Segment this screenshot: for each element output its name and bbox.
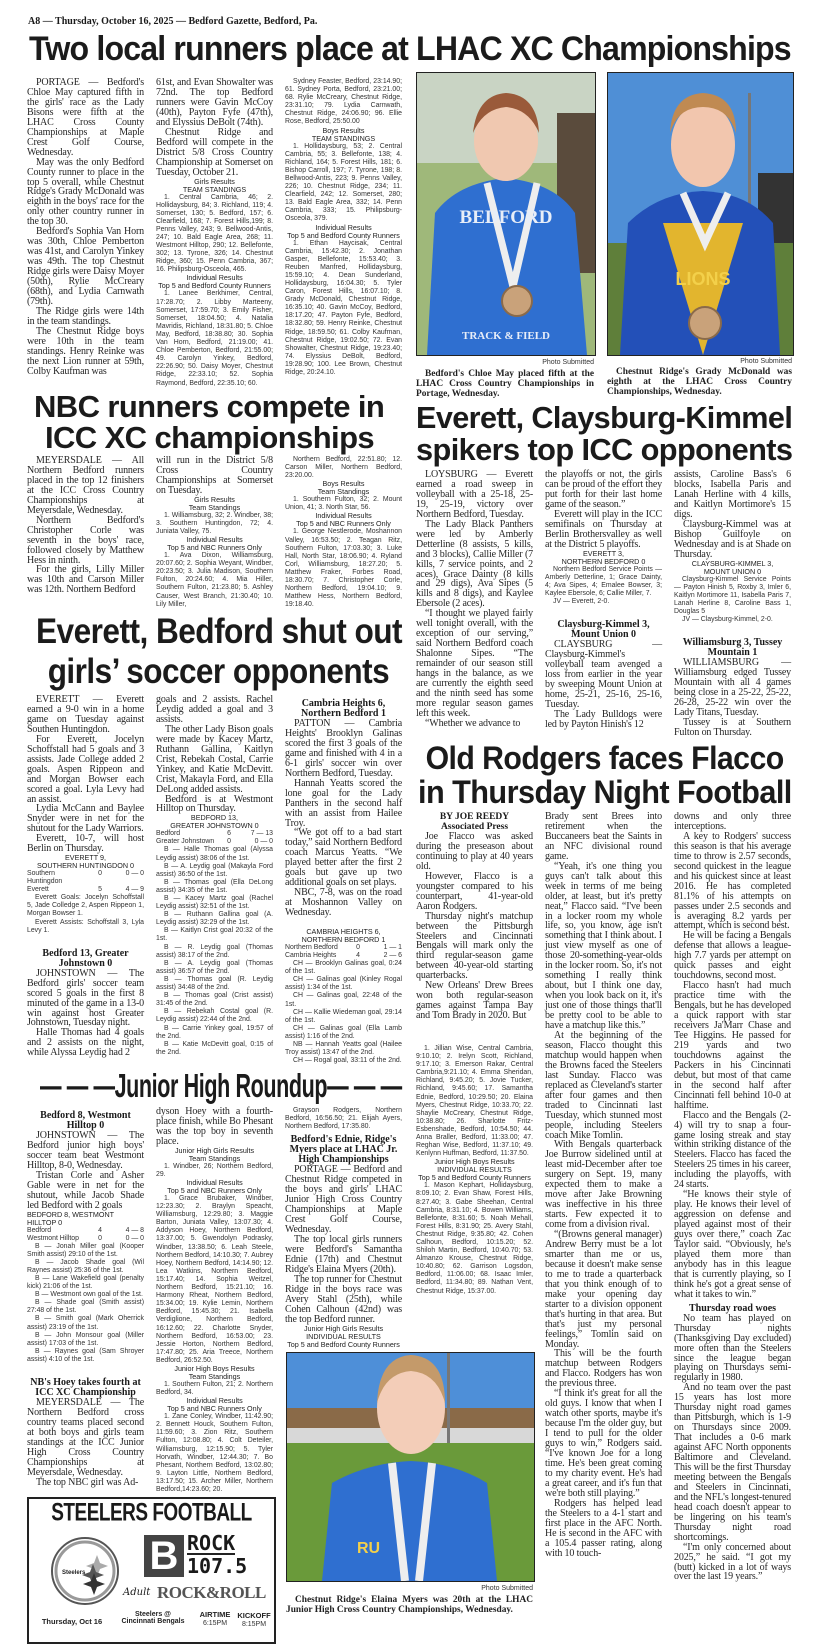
headline-line: ICC XC championships bbox=[45, 420, 375, 455]
results-heading: Individual Results bbox=[315, 511, 372, 521]
paragraph: And no team over the past 15 years has lost more Thursday night road games than Pittsburgh, which is 1-9 on Thursdays since 2009. That includes a 0-6 mark against AFC North opponents Baltimore and Cleveland. This will be the first Thursday meeting between the Bengals and Steelers in Cincinnati, and the NFL's longest-tenured head coach doesn't appear to be lingering on his team's Thursday night road shortcomings. bbox=[674, 1382, 791, 1543]
paragraph: 61st, and Evan Showalter was 72nd. The top Bedford runners were Gavin McCoy (40th), Payton Fyfe (47th), and Elyssius DeBolt (74th). bbox=[156, 77, 273, 128]
score-cell: 0 bbox=[356, 944, 360, 952]
score-row bbox=[285, 952, 402, 960]
headline-text: — — —Junior High Roundup— — — bbox=[40, 1067, 402, 1104]
article-nbc-col3 bbox=[285, 456, 402, 609]
subheadline: Cambria Heights 6, Northern Bedford 1 bbox=[301, 698, 386, 719]
ad-title: STEELERS FOOTBALL bbox=[51, 1499, 252, 1527]
photo-caption: Chestnut Ridge's Grady McDonald was eighth at the LHAC Cross Country Championships, Wednesday. bbox=[607, 367, 792, 397]
ad-matchup-line: Cincinnati Bengals bbox=[121, 1618, 185, 1625]
paragraph: “We got off to a bad start today,” said Northern Bedford coach Marcus Yeatts. “We played better after the first 2 goals but gave up two additional goals on set plays. bbox=[285, 827, 402, 889]
paragraph: JOHNSTOWN — The Bedford girls' soccer team scored 5 goals in the first 8 minuted of the game in a 13-0 win against host Greater Johnstown, Tuesday night. bbox=[27, 967, 144, 1029]
headline-lhac bbox=[29, 30, 791, 69]
results-text: B — Raynes goal (Sam Shroyer assist) 4:10 of the 1st. bbox=[27, 1347, 144, 1363]
results-text: B — Carrie Yinkey goal, 19:57 of the 2nd. bbox=[156, 1024, 273, 1040]
shirt-text: BEDFORD bbox=[459, 207, 553, 228]
logo-text: Steelers bbox=[62, 1570, 86, 1576]
paragraph: Claysburg-Kimmel was at Bishop Guilfoyle on Wednesday and is at Shade on Thursday. bbox=[674, 518, 791, 560]
score-cell: Southern Huntingdon bbox=[27, 870, 63, 886]
results-heading: Team Standings bbox=[188, 502, 241, 512]
ad-tagline: ROCK&ROLL bbox=[157, 1583, 266, 1602]
results-text: B — R. Leydig goal (Thomas assist) 38:17 of the 2nd. bbox=[156, 943, 273, 959]
article-lhac-col2 bbox=[156, 78, 273, 388]
ad-kickoff-label: KICKOFF bbox=[237, 1611, 271, 1620]
spacer bbox=[27, 935, 144, 945]
station-name: ROCK bbox=[187, 1531, 236, 1555]
results-text: Everett Assists: Schoffstall 3, Lyla Levy 1. bbox=[27, 918, 144, 934]
paragraph: “He knows their style of play. He knows their level of aggression on defense and played against most of their guys over there,” coach Zac Taylor said. “Obviously, he's played them more than anybody has in this league that is currently playing, so I think he's got a great sense of what it takes to win.” bbox=[674, 1189, 791, 1300]
score-cell: 0 — 0 bbox=[125, 1234, 144, 1242]
paragraph: assists, Caroline Bass's 6 blocks, Isabella Paris and Lanah Herline with 4 kills, and Kaitlyn Mortimore's 15 digs. bbox=[674, 469, 791, 520]
shirt-text: TRACK & FIELD bbox=[461, 330, 551, 342]
score-cell: Bedford bbox=[27, 1226, 52, 1234]
paragraph: However, Flacco is a youngster compared to his counterpart, 41-year-old Aaron Rodgers. bbox=[416, 870, 533, 912]
score-cell: 0 bbox=[98, 870, 102, 878]
results-text: 1. Lanee Berkhimer, Central, 17:28.70; 2. Libby Marteeny, Somerset, 17:59.70; 3. Emily Fisher, Somerset, 18:04.50; 4. Natalia Mavridis, Richland, 18:31.80; 5. Chloe May, Bedford, 18:38.80; 30. Sophia Van Horn, Bedford, 21:19.00; 41. Chloe Pemberton, Bedford, 21:55.00; 49. Carolyn Yinkey, Bedford, 22:26.90; 50. Daisy Moyer, Chestnut Ridge, 22:33.10; 52. Sophia Raymond, Bedford, 22:35.10; 60. bbox=[156, 290, 273, 387]
paragraph: “I thought we played fairly well tonight overall, with the exception of our serving,” said Northern Bedford coach Shalonne Sipes. “The remainder of our season still hangs in the balance, as we are currently the eighth seed and the ninth seed has some more regular season games left this week. bbox=[416, 608, 533, 719]
paragraph: Everett, 10-7, will host Berlin on Thursday. bbox=[27, 833, 144, 855]
photo-credit: Photo Submitted bbox=[542, 359, 594, 366]
score-cell: 4 bbox=[98, 1226, 102, 1234]
paragraph: Brady sent Brees into retirement when the Buccaneers beat the Saints in an NFC divisional round game. bbox=[545, 811, 662, 862]
results-text: JV — Everett, 2-0. bbox=[553, 598, 610, 605]
paragraph: Lydia McCann and Baylee Snyder were in net for the shutout for the Lady Warriors. bbox=[27, 803, 144, 835]
results-heading: Top 5 and NBC Runners Only bbox=[167, 1186, 262, 1195]
results-text: B — Kaitlyn Crist goal 20:32 of the 1st. bbox=[156, 927, 273, 943]
score-cell: Cambria Heights bbox=[285, 952, 337, 960]
headline-junior-high bbox=[40, 1068, 402, 1104]
headline-nbc bbox=[34, 391, 402, 453]
ad-tagline-script: Adult bbox=[123, 1587, 151, 1598]
headline-line: NBC runners compete in bbox=[34, 389, 385, 424]
results-text: 1. Ethan Haycisak, Central Cambria, 15:42.30; 2. Jonathan Gasper, Bellefonte, 15:53.40; 3. Reuben Manfred, Hollidaysburg, 15:59.10; 4. Dean Sunderland, Hollidaysburg, 16:04.30; 5. Tyler Caron, Forest Hills, 16:07.10; 8. Grady McDonald, Chestnut Ridge, 16:35.10; 40. Gavin McCoy, Bedford, 18:17.20; 47. Payton Fyfe, Bedford, 18:32.80; 59. Henry Reinke, Chestnut Ridge, 18:59.50; 61. Colby Kaufman, Chestnut Ridge, 19:02.50; 72. Evan Showalter, Chestnut Ridge, 19:23.40; 74. Elyssius DeBolt, Bedford, 19:28.90; 100. Lee Brown, Chestnut Ridge, 20:24.10. bbox=[285, 239, 402, 376]
score-cell: 6 bbox=[227, 830, 231, 838]
results-heading: SOUTHERN HUNTINGDON 0 bbox=[36, 861, 135, 871]
steelers-logo bbox=[51, 1537, 119, 1605]
score-cell: 0 — 0 bbox=[254, 838, 273, 846]
score-cell: 0 bbox=[98, 1234, 102, 1242]
paragraph: goals and 2 assists. Rachel Leydig added a goal and 3 assists. bbox=[156, 694, 273, 725]
paragraph: Chestnut Ridge and Bedford will compete in the District 5/8 Cross Country Championship at Somerset on Tuesday, October 21. bbox=[156, 126, 273, 178]
results-heading: Top 5 and Bedford County Runners bbox=[418, 1173, 531, 1183]
results-text: 1. Mason Kephart, Hollidaysburg, 8:09.10; 2. Evan Shaw, Forest Hills, 8:27.40; 3. Gabe Sheehan, Central Cambria, 8:31.10; 4. Bowen Williams, Bellefonte, 8:31.60; 5. Noah Mehall, Forest Hills, 8:31.90; 25. Avery Stahl, Chestnut Ridge, 9:35.80; 42. Cohen Calhoun, Bedford, 10:15.20; 52. Shiloh Martin, Bedford, 10:40.70; 53. Almanzo Krouse, Chestnut Ridge, 10:40.80; 62. Garrison Logsdon, Bedford, 11:06.00; 68. Isaac Imler, Bedford, 11:34.80; 89. Nathan Vent, Chestnut Ridge, 15:37.00. bbox=[416, 1182, 533, 1295]
paragraph: He will be facing a Bengals defense that allows a league-high 7.7 yards per attempt on quick passes and eight touchdowns, second most. bbox=[674, 930, 791, 982]
article-volleyball-col1 bbox=[416, 470, 533, 729]
results-heading: Girls Results bbox=[194, 494, 235, 504]
paragraph: the playoffs or not, the girls can be proud of the effort they put forth for their last home game of the season.” bbox=[545, 469, 662, 510]
results-heading: TEAM STANDINGS bbox=[311, 133, 376, 143]
paragraph: Tristan Corle and Asher Gable were in net for the shutout, while Jacob Shade led Bedford with 2 goals bbox=[27, 1169, 144, 1211]
results-heading: Top 5 and Bedford County Runners bbox=[158, 281, 271, 291]
results-heading: NORTHERN BEDFORD 1 bbox=[301, 935, 386, 945]
paragraph: With Bengals quarterback Joe Burrow sidelined until at least mid-December after toe surgery on Sept. 19, many expected them to make a move after Jake Browning was ineffective in his three starts. Few expected it to come from a division rival. bbox=[545, 1139, 662, 1231]
results-text: Sydney Feaster, Bedford, 23:14.90; 61. Sydney Porta, Bedford, 23:21.00; 68. Rylie McCreary, Chestnut Ridge, 23:31.10; 79. Lydia Carnwath, Chestnut Ridge, 24:06.90; 96. Ellie Rose, Bedford, 25:50.00 bbox=[285, 78, 402, 126]
results-text: B — Katie McDevitt goal, 0:15 of the 2nd. bbox=[156, 1040, 273, 1056]
paragraph: For Everett, Jocelyn Schoffstall had 5 goals and 3 assists. Jade College added 2 goals. Aspen Rippeon and and Morgan Bowser each scored a goal. Lyla Levy had an assist. bbox=[27, 733, 144, 805]
headline-text: Two local runners place at LHAC XC Championships bbox=[29, 30, 791, 68]
paragraph: Tussey is at Southern Fulton on Thursday. bbox=[674, 716, 791, 738]
paragraph: “Whether we advance to bbox=[425, 717, 521, 729]
article-volleyball-col2 bbox=[545, 470, 662, 730]
spacer bbox=[545, 606, 662, 616]
paragraph: Bedford's Sophia Van Horn was 30th, Chloe Pemberton was 41st, and Carolyn Yinkey was 49th. The top Chestnut Ridge girls were Daisy Moyer (50th), Rylie McCreary (68th), and Lydia Carnwath (79th). bbox=[27, 226, 144, 307]
results-text: 1. Ava Dixon, Williamsburg, 20:07.60; 2. Sophia Weyant, Windber, 20:23.50; 3. Julia Madison, Southern Fulton, 20:24.60; 4. Mia Hiller, Southern Fulton, 21:23.80; 5. Ashley Causer, West Branch, 21:30.40; 10. Lily Miller, bbox=[156, 552, 273, 608]
results-text: 1. Williamsburg, 32; 2. Windber, 38; 3. Southern Huntingdon, 72; 4. Juniata Valley, 75. bbox=[156, 511, 273, 535]
score-cell: 7 — 13 bbox=[250, 830, 273, 838]
results-text: NB — Hannah Yeatts goal (Hailee Troy assist) 13:47 of the 2nd. bbox=[285, 1041, 402, 1057]
paragraph: The top runner for Chestnut Ridge in the boys race was Avery Stahl (25th), while Cohen Calhoun (42nd) was the top Bedford runner. bbox=[285, 1273, 402, 1325]
score-row bbox=[27, 1227, 144, 1235]
paragraph: CLAYSBURG — Claysburg-Kimmel's volleyball team avenged a loss from earlier in the year by sweeping Mount Union at home, 25-21, 25-16, 25-16, Tuesday. bbox=[545, 639, 662, 710]
results-text: B — Thomas goal (Ella DeLong assist) 34:35 of the 1st. bbox=[156, 878, 273, 894]
article-jh-col3 bbox=[285, 1107, 402, 1349]
headline-football bbox=[418, 741, 792, 809]
results-text: Everett Goals: Jocelyn Schoffstall 5, Jade Colledge 2, Aspen Rippeon 1, Morgan Bowser 1. bbox=[27, 894, 144, 918]
article-football-col2 bbox=[545, 812, 662, 1558]
steelers-radio-ad bbox=[27, 1497, 276, 1644]
paragraph: No team has played on Thursday nights (Thanksgiving Day excluded) more often than the Steelers since the league began playing on Thursdays semi-regularly in 1980. bbox=[674, 1312, 791, 1384]
paragraph: Rodgers has helped lead the Steelers to a 4-1 start and first place in the AFC North. He is second in the AFC with a 105.4 passer rating, along with 10 touch- bbox=[545, 1497, 662, 1559]
subheadline: NB's Hoey takes fourth at ICC XC Championship bbox=[30, 1377, 141, 1399]
results-heading: Individual Results bbox=[186, 1396, 243, 1406]
results-heading: MOUNT UNION 0 bbox=[703, 566, 762, 576]
article-nbc-col1 bbox=[27, 456, 144, 595]
results-text: 1. Windber, 26; Northern Bedford, 29. bbox=[156, 1162, 273, 1178]
ad-kickoff: 8:15PM bbox=[241, 1621, 267, 1628]
results-heading: EVERETT 9, bbox=[64, 853, 106, 863]
results-heading: Individual Results bbox=[186, 1178, 243, 1187]
results-text: 1. Central Cambria, 46; 2. Hollidaysburg, 84; 3. Richland, 119; 4. Somerset, 130; 5. Bedford, 157; 6. Clearfield, 168; 7. Forest Hills,199; 8. Penns Valley, 243; 9. Bellwood-Antis, 247; 10. Bald Eagle Area, 268; 11. Westmont Hilltop, 290; 12. Bellefonte, 302; 13. Tyrone, 326; 14. Chestnut Ridge, 360; 15. Penn Cambria, 367; 16. Philipsburg-Osceola, 465. bbox=[156, 193, 273, 274]
byline: Associated Press bbox=[440, 822, 509, 832]
ad-airtime-label: AIRTIME bbox=[199, 1610, 231, 1619]
subheadline: Bedford 8, Westmont Hilltop 0 bbox=[40, 1110, 131, 1131]
paragraph: NBC, 7-8, was on the road at Moshannon Valley on Wednesday. bbox=[285, 887, 402, 919]
results-text: Grayson Rodgers, Northern Bedford, 16:56.50; 21. Elijah Ayers, Northern Bedford, 17:35.80. bbox=[285, 1107, 402, 1131]
score-row bbox=[156, 838, 273, 846]
ad-airtime: 6:15PM bbox=[202, 1620, 228, 1627]
results-text: JV — Claysburg-Kimmel, 2-0. bbox=[682, 616, 773, 624]
paragraph: PORTAGE — Bedford's Chloe May captured fifth in the girls' race as the Lady Bisons were fifth at the LHAC Cross County Championships at Maple Crest Golf Course, Wednesday. bbox=[27, 77, 144, 158]
results-heading: Top 5 and NBC Runners Only bbox=[167, 543, 262, 553]
results-text: B — Westmont own goal of the 1st. bbox=[35, 1291, 143, 1299]
score-row bbox=[27, 870, 144, 886]
paragraph: A key to Rodgers' success this season is that his average time to throw is 2.57 seconds, second quickest in the league and his quickest since at least 2016. He has completed 81.1% of his attempts on passes under 2.5 seconds and is averaging 8.2 yards per attempt, which is second best. bbox=[674, 830, 791, 932]
paragraph: Everett will play in the ICC semifinals on Thursday at Berlin Brothersvalley as well at the District 5 playoffs. bbox=[545, 508, 662, 550]
results-text: Northern Bedford Service Points — Amberly Detterline, 1; Grace Dainty, 4; Ava Sipes, 4; Emalee Bowser, 3; Kaylee Ebersole, 6; Callie Miller, 7. bbox=[545, 565, 662, 597]
score-cell: Westmont Hilltop bbox=[27, 1234, 79, 1242]
results-heading: Team Standings bbox=[188, 1153, 241, 1163]
results-text: Northern Bedford, 22:51.80; 12. Carson Miller, Northern Bedford, 23:20.00. bbox=[285, 456, 402, 480]
headline-soccer bbox=[36, 612, 402, 692]
results-text: 1. Jillian Wise, Central Cambria, 9:10.10; 2. Irelyn Scott, Richland, 9:17.10; 3. Emerson Rakar, Central Cambria,9:21.10; 4. Emma Sheridan, Richland, 9:45.20; 5. Jovie Tucker, Richland, 9:45.60; 17. Samantha Ednie, Bedford, 10:29.50; 20. Elaina Myers, Chestnut Ridge, 10:33.70; 22. Shaylie McCreary, Chestnut Ridge, 10:38.80; 26. Sharlotte Fritz-Esbenshade, Bedford, 10:54.50; 44. Anna Braller, Bedford, 11:33.00; 47. Reghan Wise, Bedford, 11:37.10; 49. Kenlynn Huffman, Bedford, 11:37.50. bbox=[416, 1045, 533, 1158]
headline-line: Everett, Claysburg-Kimmel bbox=[416, 400, 793, 435]
paragraph: At the beginning of the season, Flacco thought this matchup would happen when the Browns faced the Steelers last Sunday. Flacco was replaced as Cleveland's starter after four games and then traded to Cincinnati last Tuesday, which stunned most people, including Steelers coach Mike Tomlin. bbox=[545, 1029, 662, 1141]
score-cell: 0 bbox=[227, 838, 231, 846]
paragraph: Joe Flacco was asked during the preseason about continuing to play at 40 years old. bbox=[416, 831, 533, 872]
article-football-col1 bbox=[416, 812, 533, 1021]
paragraph: “I think it's great for all the old guys. I know that when I watch other sports, maybe it's because I'm the older guy, but I tend to pull for the older guys to win,” Rodgers said. “I've known Joe for a long time. He's been great coming to my charity event. He's had a great career, and it's fun that we're both still playing.” bbox=[545, 1388, 662, 1499]
results-heading: Top 5 and Bedford County Runners bbox=[287, 230, 400, 240]
photo-grady-mcdonald bbox=[607, 72, 794, 356]
results-text: B — A. Leydig goal (Makayla Ford assist) 36:50 of the 1st. bbox=[156, 862, 273, 878]
paragraph: Northern Bedford's Christopher Corle was seventh in the boys' race, followed closely by Matthew Hess in ninth. bbox=[27, 514, 144, 566]
score-cell: Greater Johnstown bbox=[156, 838, 215, 846]
results-heading: GREATER JOHNSTOWN 0 bbox=[170, 821, 259, 831]
results-heading: TEAM STANDINGS bbox=[182, 184, 247, 194]
ad-matchup-line: Steelers @ bbox=[134, 1611, 171, 1618]
paragraph: will run in the District 5/8 Cross Country Championships at Somerset on Tuesday. bbox=[156, 455, 273, 496]
article-volleyball-col3 bbox=[674, 470, 791, 738]
results-heading: INDIVIDUAL RESULTS bbox=[306, 1331, 381, 1341]
paragraph: MEYERSDALE — The Northern Bedford cross country teams placed second at both boys and girls team standings at the ICC Junior High Cross Country Championships at Meyersdale, Wednesday. bbox=[27, 1397, 144, 1478]
byline: BY JOE REEDY bbox=[439, 812, 510, 822]
results-heading: Girls Results bbox=[194, 176, 235, 186]
results-heading: Junior High Boys Results bbox=[434, 1157, 515, 1167]
headline-volleyball bbox=[416, 402, 792, 466]
paragraph: PATTON — Cambria Heights' Brooklyn Galinas scored the first 3 goals of the game and finished with 4 in a 6-1 girls' soccer win over Northern Bedford, Tuesday. bbox=[285, 718, 402, 779]
paragraph: The Ridge girls were 14th in the team standings. bbox=[27, 305, 144, 327]
svg-text:RU: RU bbox=[357, 1540, 381, 1557]
score-row bbox=[285, 944, 402, 952]
results-text: 1. Hollidaysburg, 53; 2. Central Cambria, 55; 3. Bellefonte, 138; 4. Richland, 164; 5. Forest Hills, 181; 6. Bishop Carroll, 197; 7. Tyrone, 198; 8. Bellwood-Antis, 223; 9. Penns Valley, 226; 10. Chestnut Ridge, 234; 11. Clearfield, 242; 12. Somerset, 280; 13. Bald Eagle Area, 332; 14. Penn Cambria, 333; 15. Philipsburg-Osceola, 379. bbox=[285, 142, 402, 223]
results-text: CH — Galinas goal (Ella Lamb assist) 1:16 of the 2nd. bbox=[285, 1024, 402, 1040]
results-text: B — Jonah Miller goal (Kooper Smith assist) 29:10 of the 1st. bbox=[27, 1242, 144, 1258]
spacer bbox=[674, 624, 791, 634]
ad-date: Thursday, Oct 16 bbox=[41, 1617, 103, 1626]
results-text: B — John Monsour goal (Miller assist) 17:03 of the 1st. bbox=[27, 1331, 144, 1347]
results-text: B — A. Leydig goal (Thomas assist) 36:57 of the 2nd. bbox=[156, 959, 273, 975]
paragraph: This will be the fourth matchup between Rodgers and Flacco. Rodgers has won the previous three. bbox=[545, 1348, 662, 1390]
paragraph: “I'm only concerned about 2025,” he said. “I got my (butt) kicked in a lot of ways over the last 19 years.” bbox=[674, 1541, 791, 1583]
results-text: CH — Galinas goal (Kinley Rogal assist) 1:34 of the 1st. bbox=[285, 976, 402, 992]
results-heading: Junior High Boys Results bbox=[174, 1363, 255, 1373]
paragraph: Bedford is at Westmont Hilltop on Thursday. bbox=[156, 793, 273, 815]
score-cell: 4 bbox=[356, 952, 360, 960]
article-jh-col1 bbox=[27, 1107, 144, 1488]
paragraph: downs and only three interceptions. bbox=[674, 811, 791, 832]
subheadline: Claysburg-Kimmel 3, Mount Union 0 bbox=[557, 619, 650, 641]
score-cell: 2 — 6 bbox=[383, 952, 402, 960]
score-cell: Everett bbox=[27, 886, 49, 894]
paragraph: “(Browns general manager) Andrew Berry must be a lot smarter than me or us, because it doesn't make sense to me to trade a quarterback that you think enough of to make your opening day starter to a division opponent that's hurting in that area. But that's just my personal feelings,” Tomlin said on Monday. bbox=[545, 1229, 662, 1350]
headline-line: Everett, Bedford shut out bbox=[36, 612, 403, 651]
results-heading: Junior High Girls Results bbox=[303, 1323, 384, 1333]
score-cell: 4 — 9 bbox=[125, 886, 144, 894]
score-cell: 1 — 1 bbox=[383, 944, 402, 952]
paragraph: Halle Thomas had 4 goals and 2 assists on the night, while Alyssa Leydig had 2 bbox=[27, 1027, 144, 1059]
subheadline: Williamsburg 3, Tussey Mountain 1 bbox=[682, 637, 783, 659]
dateline: A8 — Thursday, October 16, 2025 — Bedford Gazette, Bedford, Pa. bbox=[28, 16, 318, 27]
photo-chloe-may bbox=[416, 72, 596, 356]
results-text: 1. George Nestlerode, Moshannon Valley, 16:53.50; 2. Teagan Ritz, Southern Fulton, 17:03.30; 3. Luke Hall, North Star, 18:06.90; 4. Ryland Corl, Williamsburg, 18:27.20; 5. Matthew Fraker, Forbes Road, 18:30.70; 7. Christopher Corle, Northern Bedford, 19:04.10; 9. Matthew Hess, Northern Bedford, 19:18.40. bbox=[285, 528, 402, 609]
score-cell: Bedford bbox=[156, 830, 181, 838]
results-heading: EVERETT 3, bbox=[582, 548, 624, 558]
results-text: 1. Southern Fulton, 32; 2. Mount Union, 41; 3. North Star, 56. bbox=[285, 496, 402, 512]
results-text: CH — Kallie Wiedeman goal, 29:14 of the 1st. bbox=[285, 1008, 402, 1024]
paragraph: Hannah Yeatts scored the lone goal for the Lady Panthers in the second half with an assist from Hailee Troy. bbox=[285, 777, 402, 829]
paragraph: WILLIAMSBURG — Williamsburg edged Tussey Mountain with all 4 games being close in a 25-22, 25-22, 26-28, 25-22 win over the Lady Titans, Tuesday. bbox=[674, 657, 791, 718]
photo-elaina-myers bbox=[286, 1352, 535, 1582]
results-heading: INDIVIDUAL RESULTS bbox=[437, 1165, 512, 1175]
results-heading: CLAYSBURG-KIMMEL 3, bbox=[691, 558, 774, 568]
paragraph: PORTAGE — Bedford and Chestnut Ridge competed in the boys and girls' LHAC Junior High Cross Country Championships at Maple Crest Golf Course, Wednesday. bbox=[285, 1164, 402, 1235]
results-text: B — Halle Thomas goal (Alyssa Leydig assist) 38:06 of the 1st. bbox=[156, 846, 273, 862]
paragraph: JOHNSTOWN — The Bedford junior high boys' soccer team beat Westmont Hilltop, 8-0, Wednesday. bbox=[27, 1130, 144, 1171]
results-heading: Individual Results bbox=[186, 535, 243, 545]
results-heading: Top 5 and Bedford County Runners bbox=[287, 1339, 400, 1349]
headline-line: spikers top ICC opponents bbox=[416, 432, 793, 467]
results-text: B — Shade goal (Smith assist) 27:48 of the 1st. bbox=[27, 1299, 144, 1315]
results-text: B — Kacey Martz goal (Rachel Leydig assist) 32:51 of the 1st. bbox=[156, 895, 273, 911]
paragraph: The other Lady Bison goals were made by Kacey Martz, Ruthann Gallina, Kaitlyn Crist, Rebekah Costal, Carrie Yinkey, and Katie McDevitt. Crist, Makayla Ford, and Ella DeLong added assists. bbox=[156, 723, 273, 795]
score-cell: Northern Bedford bbox=[285, 944, 338, 952]
score-row bbox=[27, 1235, 144, 1243]
score-row bbox=[156, 830, 273, 838]
photo-credit: Photo Submitted bbox=[740, 358, 792, 365]
article-jh-col2 bbox=[156, 1107, 273, 1494]
results-text: CH — Galinas goal, 22:48 of the 1st. bbox=[285, 992, 402, 1008]
spacer bbox=[27, 1364, 144, 1374]
results-text: B — Rebekah Costal goal (R. Leydig assist) 22:44 of the 2nd. bbox=[156, 1008, 273, 1024]
article-lhac-col3 bbox=[285, 78, 402, 377]
results-heading: BEDFORD 8, WESTMONT HILLTOP 0 bbox=[27, 1209, 114, 1227]
results-text: B — Lane Wakefield goal (penalty kick) 21:06 of the 1st. bbox=[27, 1275, 144, 1291]
results-text: CH — Rogal goal, 33:11 of the 2nd. bbox=[293, 1057, 402, 1065]
results-heading: Team Standings bbox=[317, 487, 370, 497]
results-text: B — Thomas goal (R. Leydig assist) 34:48 of the 2nd. bbox=[156, 975, 273, 992]
results-heading: Boys Results bbox=[322, 479, 365, 489]
paragraph: May was the only Bedford County runner to place in the top 5 overall, while Chestnut Ridge's Grady McDonald was eighth in the boys' race for the only other country runner in the top 30. bbox=[27, 156, 144, 228]
paragraph: LOYSBURG — Everett earned a road sweep in volleyball with a 25-18, 25-19, 25-19, victory over Northern Bedford, Tuesday. bbox=[416, 469, 533, 520]
results-text: Claysburg-Kimmel Service Points — Payton Hinish 5, Roxby 3, Imler 6, Kaitlyn Mortimore 11, Isabella Paris 7, Lanah Herline 8, Caroline Bass 1, Douglas 5 bbox=[674, 575, 791, 615]
results-text: 1. Southern Fulton, 21; 2. Northern Bedford, 34. bbox=[156, 1380, 273, 1397]
results-heading: Boys Results bbox=[322, 125, 365, 135]
results-text: 1. Grace Brubaker, Windber, 12:23.30; 2. Braylyn Speacht, Williamsburg, 12:29.80; 3. Maggie Barton, Juniata Valley, 13:07.30; 4. Addyson Hoey, Northern Bedford, 13:37.00; 5. Gwendolyn Podrasky, Windber, 13:38.50; 6. Leah Steele, Northern Bedford, 14:10.30; 7. Aubrey Hoey, Northern Bedford, 14:14.90; 12. Lea Watkins, Northern Bedford, 15:17.40; 14. Sophia Weitzel, Northern Bedford, 15:21.10; 16. Harmony Rheat, Northern Bedford, 15:34.00; 19. Kylie Lemin, Northern Bedford, 15:45.30; 21. Isabella Verdiglione, Northern Bedford, 16:12.60; 22. Charlotte Snyder, Northern Bedford, 16:53.00; 23. Jessie Horton, Northern Bedford, 17:47.80; 25. Aria Treece, Northern Bedford, 26:52.50. bbox=[156, 1195, 273, 1364]
paragraph: For the girls, Lilly Miller was 10th and Carson Miller was 12th. Northern Bedford bbox=[27, 564, 144, 596]
ad-matchup bbox=[111, 1611, 195, 1625]
paragraph: The Lady Bulldogs were led by Payton Hinish's 12 bbox=[545, 708, 662, 730]
article-nbc-col2 bbox=[156, 456, 273, 609]
photo-credit: Photo Submitted bbox=[481, 1585, 533, 1592]
results-text: B — Jacob Shade goal (Wil Raynes assist) 25:36 of the 1st. bbox=[27, 1258, 144, 1274]
results-heading: BEDFORD 13, bbox=[190, 813, 239, 823]
headline-line: girls’ soccer opponents bbox=[47, 652, 390, 691]
paragraph: The top local girls runners were Bedford's Samantha Ednie (17th) and Chestnut Ridge's Elaina Myers (20th). bbox=[285, 1233, 402, 1275]
photo-caption: Bedford's Chloe May placed fifth at the LHAC Cross Country Championships in Portage, Wednesday. bbox=[416, 369, 594, 399]
paragraph: The Lady Black Panthers were led by Amberly Detterline (8 assists, 5 kills, and 3 blocks), Callie Miller (7 kills, 7 service points, and 2 aces), Grace Dainty (8 kills and 29 digs), Ava Sipes (5 kills and 8 digs), and Kaylee Ebersole (2 aces). bbox=[416, 518, 533, 610]
results-heading: Top 5 and NBC Runners Only bbox=[167, 1404, 262, 1414]
results-text: 1. Zane Conley, Windber, 11:42.90; 2. Bennett Houck, Southern Fulton, 11:59.60; 3. Zion Ritz, Southern Fulton, 12:08.80; 4. Colt Deteiler, Williamsburg, 12:15.90; 5. Tyler Horvath, Windber, 12:44.30; 7. Bo Phesant, Northern Bedford, 13:02.80; 9. Layton Little, Northern Bedford, 13:17.50; 15. Archer Miller, Northern Bedford,14:23.60; 20. bbox=[156, 1413, 273, 1493]
paragraph: Flacco hasn't had much practice time with the Bengals, but he has developed a quick rapport with star receivers Ja'Marr Chase and Tee Higgins. He passed for 219 yards and two touchdowns against the Packers in his Cincinnati debut, but most of that came in the second half after Cincinnati fell behind 10-0 at halftime. bbox=[674, 980, 792, 1111]
score-cell: 5 bbox=[98, 886, 102, 894]
results-text: B — Thomas goal (Crist assist) 31:45 of the 2nd. bbox=[156, 992, 273, 1008]
results-heading: Top 5 and NBC Runners Only bbox=[296, 519, 391, 529]
results-heading: Junior High Girls Results bbox=[174, 1145, 255, 1155]
shirt-text: LIONS bbox=[675, 269, 731, 289]
article-lhac-col1 bbox=[27, 78, 144, 377]
subheadline: Bedford 13, Greater Johnstown 0 bbox=[42, 947, 129, 969]
headline-line: in Thursday Night Football bbox=[418, 774, 792, 810]
paragraph: EVERETT — Everett earned a 9-0 win in a home game on Tuesday against Southen Huntingdon. bbox=[27, 694, 144, 735]
paragraph: The Chestnut Ridge boys were 10th in the team standings. Henry Reinke was the next Lion runner at 59th, Colby Kaufman was bbox=[27, 325, 144, 377]
score-cell: 0 — 0 bbox=[125, 870, 144, 878]
paragraph: Flacco and the Bengals (2-4) will try to snap a four-game losing streak and stay within striking distance of the Steelers. Flacco has faced the Steelers 25 times in his career, including the playoffs, with 24 starts. bbox=[674, 1109, 791, 1191]
article-jh-col4 bbox=[416, 1045, 533, 1296]
paragraph: “Yeah, it's one thing you guys can't talk about this week in terms of me being older, at least, but it's pretty neat,” Flacco said. “I've been in a locker room my whole life, so, you know, age isn't something that I think about. I just view myself as one of those 20-something-year-olds in the locker room. So, it's not something I really think about, but I think one day, when you look back on it, it's just one of those things that'll be pretty cool to be able to have a matchup like this.” bbox=[545, 860, 662, 1032]
article-soccer-col3 bbox=[285, 695, 402, 1065]
results-text: B — Ruthann Gallina goal (A. Leydig assist) 32:29 of the 1st. bbox=[156, 911, 273, 927]
results-heading: Individual Results bbox=[186, 273, 243, 283]
results-text: B — Smith goal (Mark Oherrick assist) 23:19 of the 1st. bbox=[27, 1315, 144, 1331]
subheadline: Thursday road woes bbox=[688, 1302, 777, 1314]
results-heading: Team Standings bbox=[188, 1371, 241, 1381]
score-cell: 4 — 8 bbox=[125, 1226, 144, 1234]
paragraph: dyson Hoey with a fourth-place finish, while Bo Phesant was the top boy in seventh place. bbox=[156, 1106, 273, 1147]
subheadline: Bedford's Ednie, Ridge's Myers place at LHAC Jr. High Championships bbox=[289, 1134, 398, 1166]
article-soccer-col1 bbox=[27, 695, 144, 1058]
paragraph: The top NBC girl was Ad- bbox=[36, 1476, 139, 1488]
photo-caption: Chestnut Ridge's Elaina Myers was 20th at the LHAC Junior High Cross Country Championships, Wednesday. bbox=[286, 1595, 533, 1615]
results-heading: Individual Results bbox=[315, 222, 372, 232]
paragraph: New Orleans' Drew Brees won both regular-season games against Tampa Bay and Tom Brady in 2020. But bbox=[416, 980, 533, 1022]
station-frequency: 107.5 bbox=[187, 1554, 248, 1578]
headline-line: Old Rodgers faces Flacco bbox=[425, 740, 784, 776]
article-soccer-col2 bbox=[156, 695, 273, 1057]
results-heading: CAMBRIA HEIGHTS 6, bbox=[306, 927, 381, 937]
article-football-col3 bbox=[674, 812, 791, 1582]
results-text: CH — Brooklyn Galinas goal, 0:24 of the 1st. bbox=[285, 960, 402, 976]
score-row bbox=[27, 886, 144, 894]
results-heading: NORTHERN BEDFORD 0 bbox=[561, 556, 646, 566]
paragraph: MEYERSDALE — All Northern Bedford runners placed in the top 12 finishers at the ICC Cross Country Championships at Meyersdale, Wednesday. bbox=[27, 455, 144, 516]
paragraph: Thursday night's matchup between the Pittsburgh Steelers and Cincinnati Bengals will mark only the third regular-season game between 40-year-old starting quarterbacks. bbox=[416, 910, 533, 982]
station-letter: B bbox=[144, 1535, 184, 1577]
